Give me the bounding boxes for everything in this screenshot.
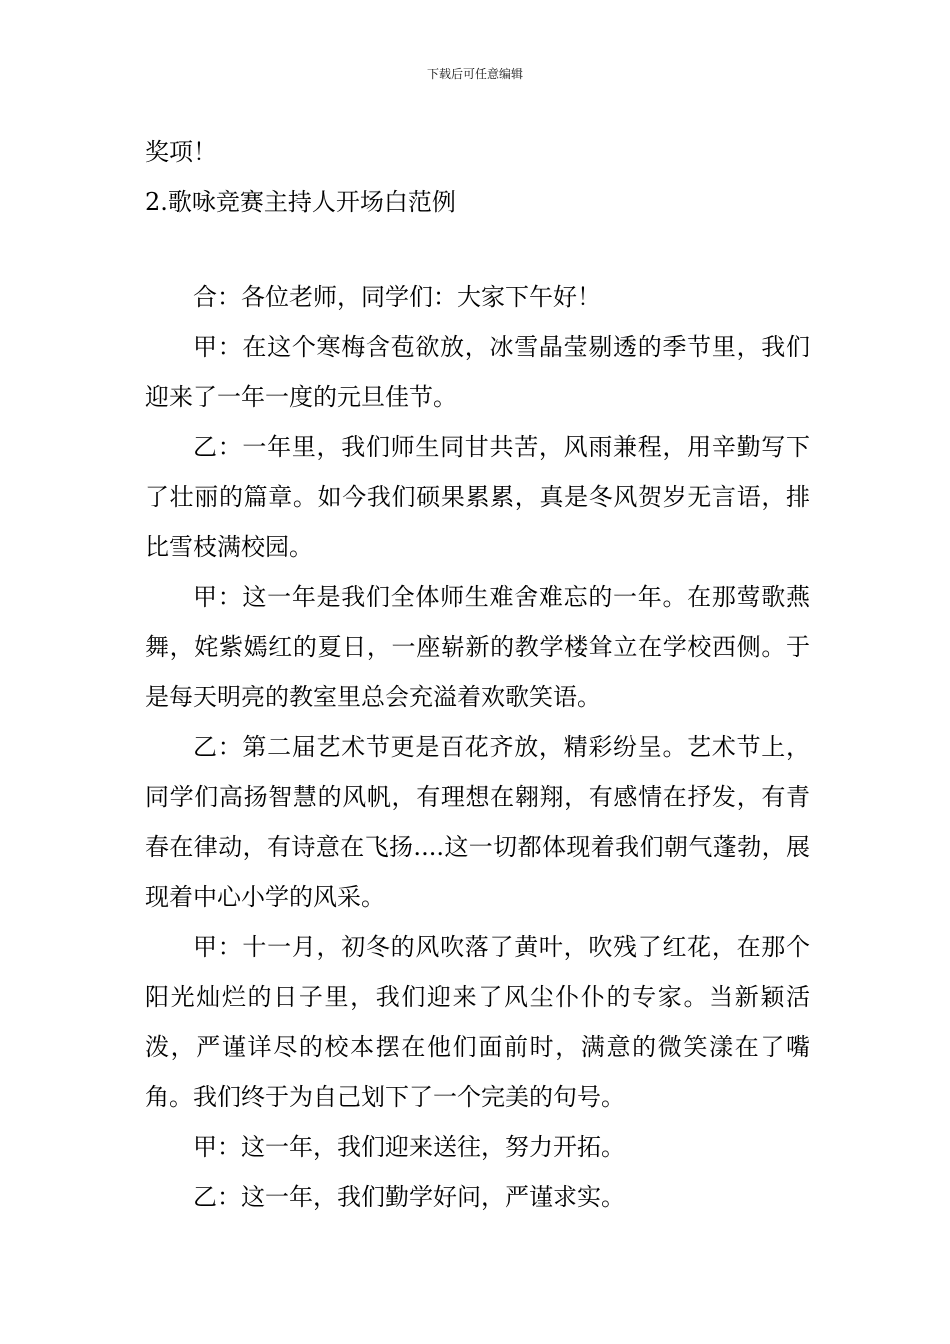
document-body bbox=[145, 127, 810, 1222]
page-header-note: 下载后可任意编辑 bbox=[426, 67, 523, 81]
paragraph: 甲：在这个寒梅含苞欲放，冰雪晶莹剔透的季节里，我们迎来了一年一度的元旦佳节。 bbox=[145, 333, 810, 411]
text-line-awards: 奖项！ bbox=[145, 138, 217, 166]
section-heading: 2.歌咏竞赛主持人开场白范例 bbox=[145, 188, 456, 216]
blank-gap bbox=[145, 227, 810, 272]
paragraph: 乙：第二届艺术节更是百花齐放，精彩纷呈。艺术节上，同学们高扬智慧的风帆，有理想在翱翔，有感情在抒发，有青春在律动，有诗意在飞扬....这一切都体现着我们朝气蓬勃，展现着中心小学的风采。 bbox=[145, 733, 810, 911]
paragraph: 乙：这一年，我们勤学好问，严谨求实。 bbox=[193, 1183, 625, 1211]
paragraph: 甲：这一年是我们全体师生难舍难忘的一年。在那莺歌燕舞，姹紫嫣红的夏日，一座崭新的教学楼耸立在学校西侧。于是每天明亮的教室里总会充溢着欢歌笑语。 bbox=[145, 583, 810, 711]
paragraph: 合：各位老师，同学们：大家下午好！ bbox=[193, 283, 601, 311]
paragraph: 甲：这一年，我们迎来送往，努力开拓。 bbox=[193, 1133, 625, 1161]
paragraph: 甲：十一月，初冬的风吹落了黄叶，吹残了红花，在那个阳光灿烂的日子里，我们迎来了风尘仆仆的专家。当新颖活泼，严谨详尽的校本摆在他们面前时，满意的微笑漾在了嘴角。我们终于为自己划下了一个完美的句号。 bbox=[145, 933, 810, 1111]
paragraph: 乙：一年里，我们师生同甘共苦，风雨兼程，用辛勤写下了壮丽的篇章。如今我们硕果累累，真是冬风贺岁无言语，排比雪枝满校园。 bbox=[145, 433, 810, 561]
